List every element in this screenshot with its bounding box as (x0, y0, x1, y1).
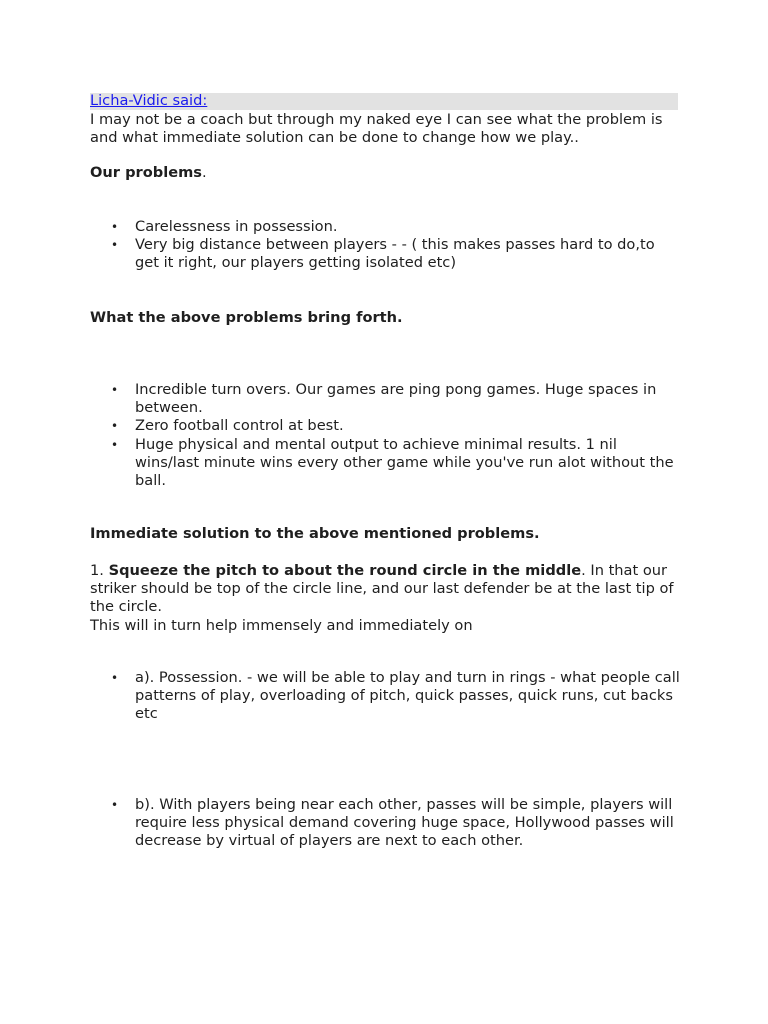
list-item: • b). With players being near each other, passes will be simple, players will require less physical demand covering huge space, Hollywood passes will decrease by virtual of players are next to each other. (90, 796, 680, 851)
solution-list-a (90, 669, 680, 724)
effects-heading: What the above problems bring forth. (90, 309, 403, 326)
list-item: • a). Possession. - we will be able to play and turn in rings - what people call patterns of play, overloading of pitch, quick passes, quick runs, cut backs etc (90, 669, 680, 724)
list-item: • Very big distance between players - - ( this makes passes hard to do,to get it right, our players getting isolated etc) (90, 236, 680, 272)
list-item: • Carelessness in possession. (90, 218, 680, 236)
quote-intro-text: I may not be a coach but through my naked eye I can see what the problem is and what immediate solution can be done to change how we play.. (90, 111, 663, 147)
solution-follow-up: This will in turn help immensely and immediately on (90, 616, 473, 634)
solution-list-b (90, 796, 680, 851)
list-item: • Incredible turn overs. Our games are ping pong games. Huge spaces in between. (90, 381, 680, 417)
solution-heading: Immediate solution to the above mentioned problems. (90, 525, 540, 542)
solution-point-1 (90, 562, 680, 635)
quote-author-link[interactable]: Licha-Vidic said: (90, 92, 208, 109)
problems-list (90, 218, 680, 273)
effects-list (90, 381, 680, 490)
problems-heading (90, 164, 680, 182)
solution-point-rest: . In that our striker should be top of the circle line, and our last defender be at the last tip of the circle. (90, 562, 674, 616)
problems-heading-text: Our problems (90, 164, 202, 181)
solution-point-bold: Squeeze the pitch to about the round circle in the middle (108, 562, 582, 579)
list-item: • Huge physical and mental output to achieve minimal results. 1 nil wins/last minute wins every other game while you've run alot without the ball. (90, 436, 680, 491)
solution-point-number: 1. (90, 562, 109, 579)
list-item: • Zero football control at best. (90, 417, 680, 435)
problems-heading-suffix: . (201, 164, 207, 181)
